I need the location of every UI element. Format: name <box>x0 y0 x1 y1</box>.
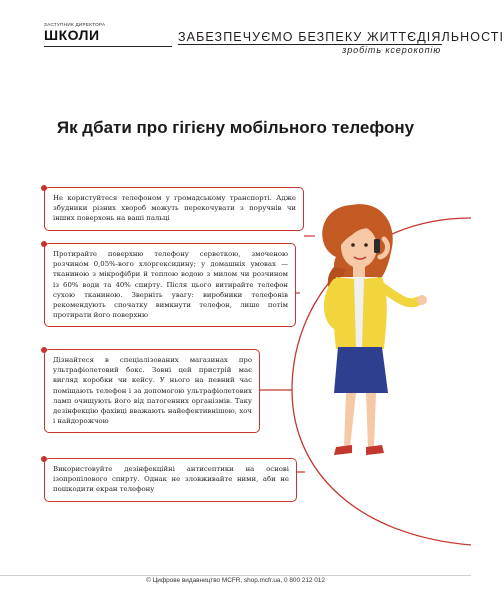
section-subtitle: зробіть ксерокопію <box>342 45 441 55</box>
card-3-corner-dot <box>41 347 47 353</box>
tip-text-3: Дізнайтеся в спеціалізованих магазинах про ультрафіолетовий бокс. Зовні цей пристрій має вигляд коробки чи кейсу. У нього на певний час поміщають телефон і за допомогою ультрафіолетових ламп очищують його від патогенних організмів. Таку дезінфекцію фахівці вважають найефективнішою, хоч і найдорожчою <box>53 356 252 426</box>
tip-text-1: Не користуйтеся телефоном у громадському транспорті. Адже збудники різних хвороб можуть перекочувати з поручнів чи інших поверхонь на ваші пальці <box>53 194 296 223</box>
page-footer: © Цифрове видавництво MCFR, shop.mcfr.ua, 0 800 212 012 <box>146 577 325 584</box>
card-2-corner-dot <box>41 241 47 247</box>
magazine-logo <box>44 22 134 43</box>
tip-card-3 <box>44 349 260 433</box>
page-header <box>0 0 504 64</box>
tip-card-2 <box>44 243 296 327</box>
logo-small-text: ЗАСТУПНИК ДИРЕКТОРА <box>44 22 106 27</box>
logo-big-text: ШКОЛИ <box>44 27 100 43</box>
footer-divider <box>0 575 471 576</box>
card-1-corner-dot <box>41 185 47 191</box>
phone-icon <box>374 239 380 253</box>
woman-on-phone-illustration <box>296 197 446 467</box>
tip-text-2: Протирайте поверхню телефону серветкою, змоченою розчином 0,05%-вого хлоргексидину; у домашніх умовах — тканиною з мікрофібри й теплою водою з милом чи розчином із 60% води та 40% спирту. Після цього витирайте телефон сухою тканиною. Зверніть увагу: виробники телефонів рекомендують спочатку вимкнути телефон, лише потім протирати його поверхню <box>53 250 288 320</box>
tip-text-4: Використовуйте дезінфекційні антисептики на основі ізопропілового спирту. Однак не зловживайте ними, аби не пошкодити екран телефону <box>53 465 289 494</box>
tip-card-1 <box>44 187 304 231</box>
section-title: ЗАБЕЗПЕЧУЄМО БЕЗПЕКУ ЖИТТЄДІЯЛЬНОСТІ <box>178 30 504 44</box>
tip-card-4 <box>44 458 297 502</box>
header-divider-left <box>44 46 172 47</box>
card-4-corner-dot <box>41 456 47 462</box>
page-title: Як дбати про гігієну мобільного телефону <box>56 118 415 137</box>
